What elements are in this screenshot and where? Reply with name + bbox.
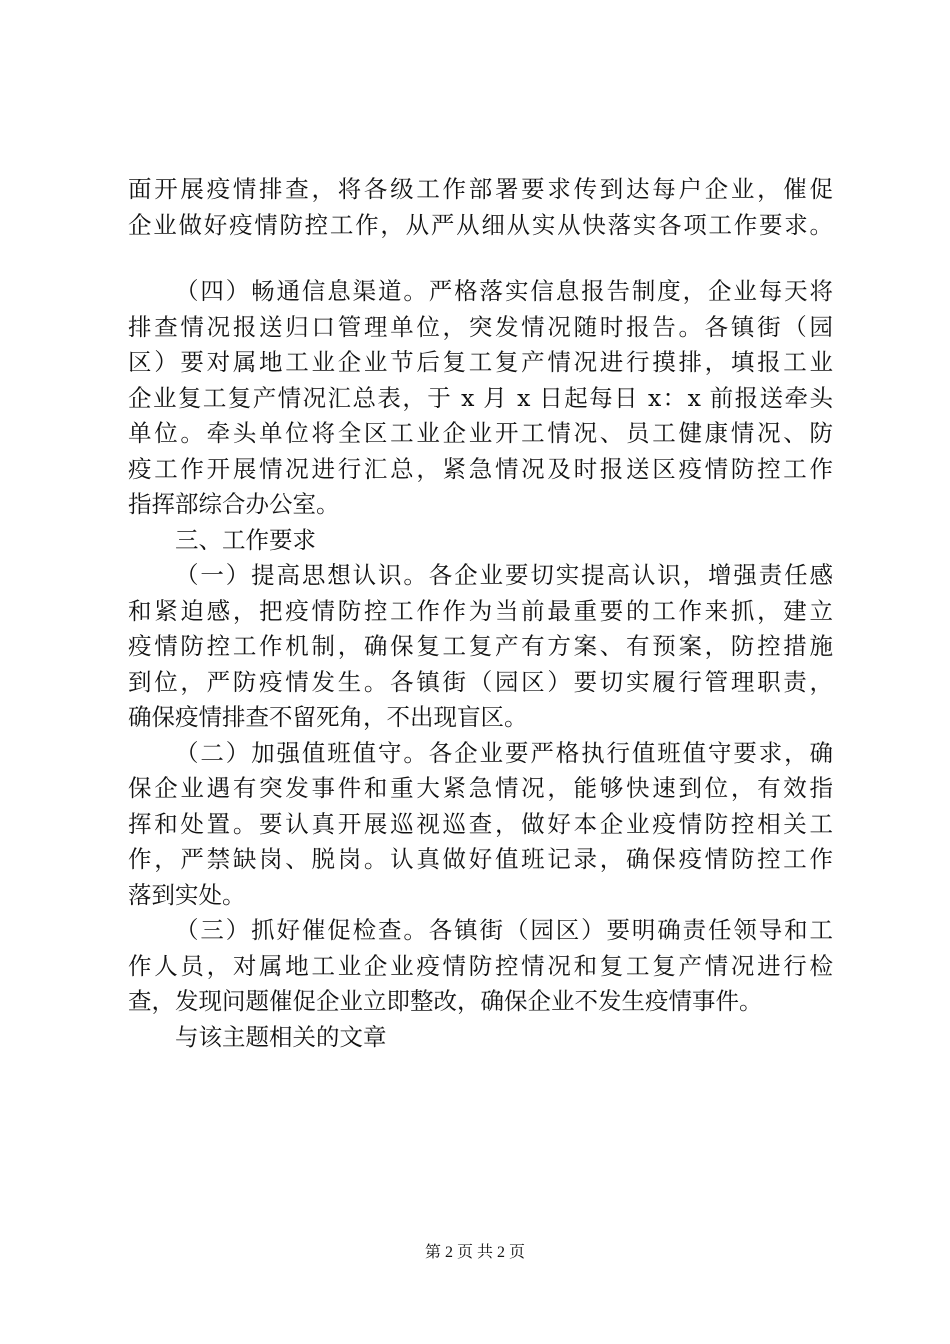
paragraph-info-channels [128, 274, 833, 523]
paragraph-awareness [128, 558, 833, 736]
text-line: 排查情况报送归口管理单位，突发情况随时报告。各镇街（园 [128, 312, 833, 341]
text-line: 单位。牵头单位将全区工业企业开工情况、员工健康情况、防 [128, 419, 833, 447]
paragraph-duty [128, 736, 833, 914]
page-number-footer: 第 2 页 共 2 页 [424, 1244, 525, 1261]
paragraph-inspection [128, 913, 833, 1020]
related-articles [128, 1020, 833, 1056]
text-line: 疫工作开展情况进行汇总，紧急情况及时报送区疫情防控工作 [128, 454, 833, 483]
text-line: 区）要对属地工业企业节后复工复产情况进行摸排，填报工业 [128, 348, 833, 376]
text-line: 和紧迫感，把疫情防控工作作为当前最重要的工作来抓，建立 [128, 596, 833, 625]
text-line: 落到实处。 [128, 880, 246, 909]
section-heading [128, 523, 833, 559]
text-line: 疫情防控工作机制，确保复工复产有方案、有预案，防控措施 [128, 632, 833, 660]
heading-text: 三、工作要求 [175, 525, 316, 554]
document-body [128, 172, 833, 1055]
text-line: 查，发现问题催促企业立即整改，确保企业不发生疫情事件。 [128, 987, 763, 1015]
text-line: 企业复工复产情况汇总表，于 x 月 x 日起每日 x：x 前报送牵头 [128, 383, 833, 412]
text-line: 作，严禁缺岗、脱岗。认真做好值班记录，确保疫情防控工作 [128, 845, 833, 873]
related-articles-label: 与该主题相关的文章 [175, 1022, 387, 1051]
text-line: 挥和处置。要认真开展巡视巡查，做好本企业疫情防控相关工 [128, 809, 833, 838]
text-line: （一）提高思想认识。各企业要切实提高认识，增强责任感 [175, 561, 833, 589]
text-line: （三）抓好催促检查。各镇街（园区）要明确责任领导和工 [175, 916, 833, 944]
text-line: 指挥部综合办公室。 [128, 490, 340, 518]
text-line: （二）加强值班值守。各企业要严格执行值班值守要求，确 [175, 738, 833, 767]
paragraph-continuation [128, 172, 833, 243]
text-line: 企业做好疫情防控工作，从严从细从实从快落实各项工作要求。 [128, 210, 833, 239]
paragraph-gap [128, 243, 833, 274]
text-line: 确保疫情排查不留死角，不出现盲区。 [128, 703, 528, 731]
text-line: 作人员，对属地工业企业疫情防控情况和复工复产情况进行检 [128, 951, 833, 980]
text-line: （四）畅通信息渠道。严格落实信息报告制度，企业每天将 [175, 277, 833, 305]
text-line: 面开展疫情排查，将各级工作部署要求传到达每户企业，催促 [128, 175, 833, 203]
text-line: 保企业遇有突发事件和重大紧急情况，能够快速到位，有效指 [128, 774, 833, 802]
text-line: 到位，严防疫情发生。各镇街（园区）要切实履行管理职责， [128, 667, 833, 696]
